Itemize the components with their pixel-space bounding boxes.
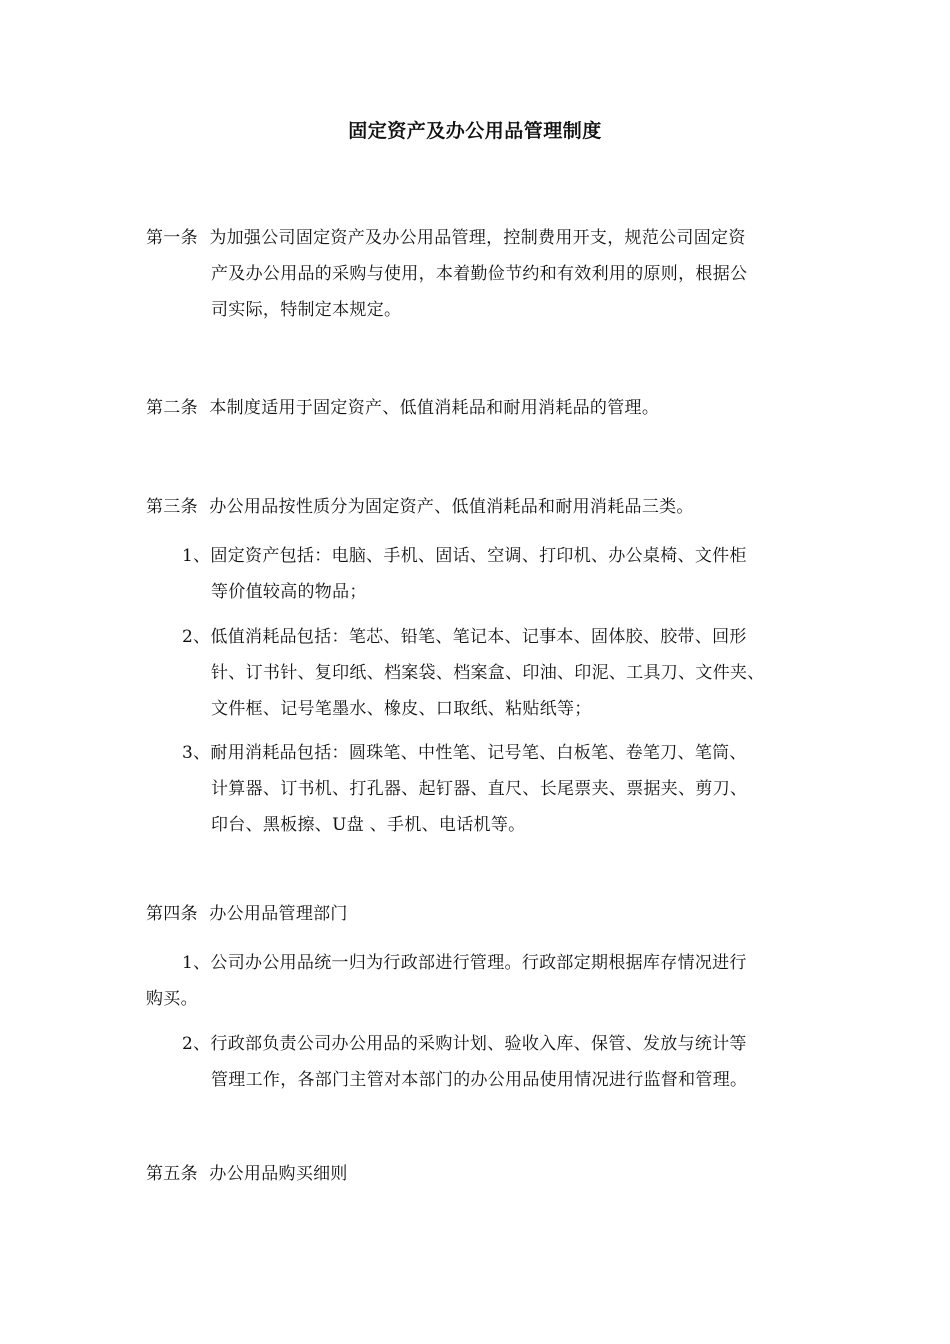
article-3-item-2: 2、低值消耗品包括：笔芯、铅笔、笔记本、记事本、固体胶、胶带、回形 针、订书针、复印纸、档案袋、档案盒、印油、印泥、工具刀、文件夹、 文件框、记号笔墨水、橡皮、口取纸、粘贴纸等； [182,627,765,719]
article-1-label: 第一条 [146,228,198,248]
article-1-line-3: 司实际，特制定本规定。 [211,300,402,320]
article-3-item-1: 1、固定资产包括：电脑、手机、固话、空调、打印机、办公桌椅、文件柜 等价值较高的物品； [182,546,747,602]
article-5-text: 办公用品购买细则 [209,1164,348,1184]
article-3 [146,489,694,525]
article-1-line-1: 第一条 为加强公司固定资产及办公用品管理，控制费用开支，规范公司固定资 [146,228,746,248]
page-title: 固定资产及办公用品管理制度 [348,120,602,142]
article-4-label: 第四条 [146,904,198,924]
article-4-item-2: 2、行政部负责公司办公用品的采购计划、验收入库、保管、发放与统计等 管理工作，各部门主管对本部门的办公用品使用情况进行监督和管理。 [182,1034,748,1090]
article-2-label: 第二条 [146,398,198,418]
article-5 [146,1156,348,1192]
article-3-text: 办公用品按性质分为固定资产、低值消耗品和耐用消耗品三类。 [209,497,694,517]
article-1-cont [211,256,747,328]
article-3-label: 第三条 [146,497,198,517]
article-2-text: 本制度适用于固定资产、低值消耗品和耐用消耗品的管理。 [209,398,660,418]
article-4-text: 办公用品管理部门 [209,904,348,924]
article-1-line-2: 产及办公用品的采购与使用，本着勤俭节约和有效利用的原则，根据公 [211,264,748,284]
article-1 [146,220,746,256]
article-5-label: 第五条 [146,1164,198,1184]
article-3-item-3: 3、耐用消耗品包括：圆珠笔、中性笔、记号笔、白板笔、卷笔刀、笔筒、 计算器、订书机、打孔器、起钉器、直尺、长尾票夹、票据夹、剪刀、 印台、黑板擦、U盘 、手机、电话机等。 [182,743,748,835]
article-2 [146,390,659,426]
article-4-item-1: 1、公司办公用品统一归为行政部进行管理。行政部定期根据库存情况进行 购买。 [146,953,747,1009]
article-4 [146,896,348,932]
